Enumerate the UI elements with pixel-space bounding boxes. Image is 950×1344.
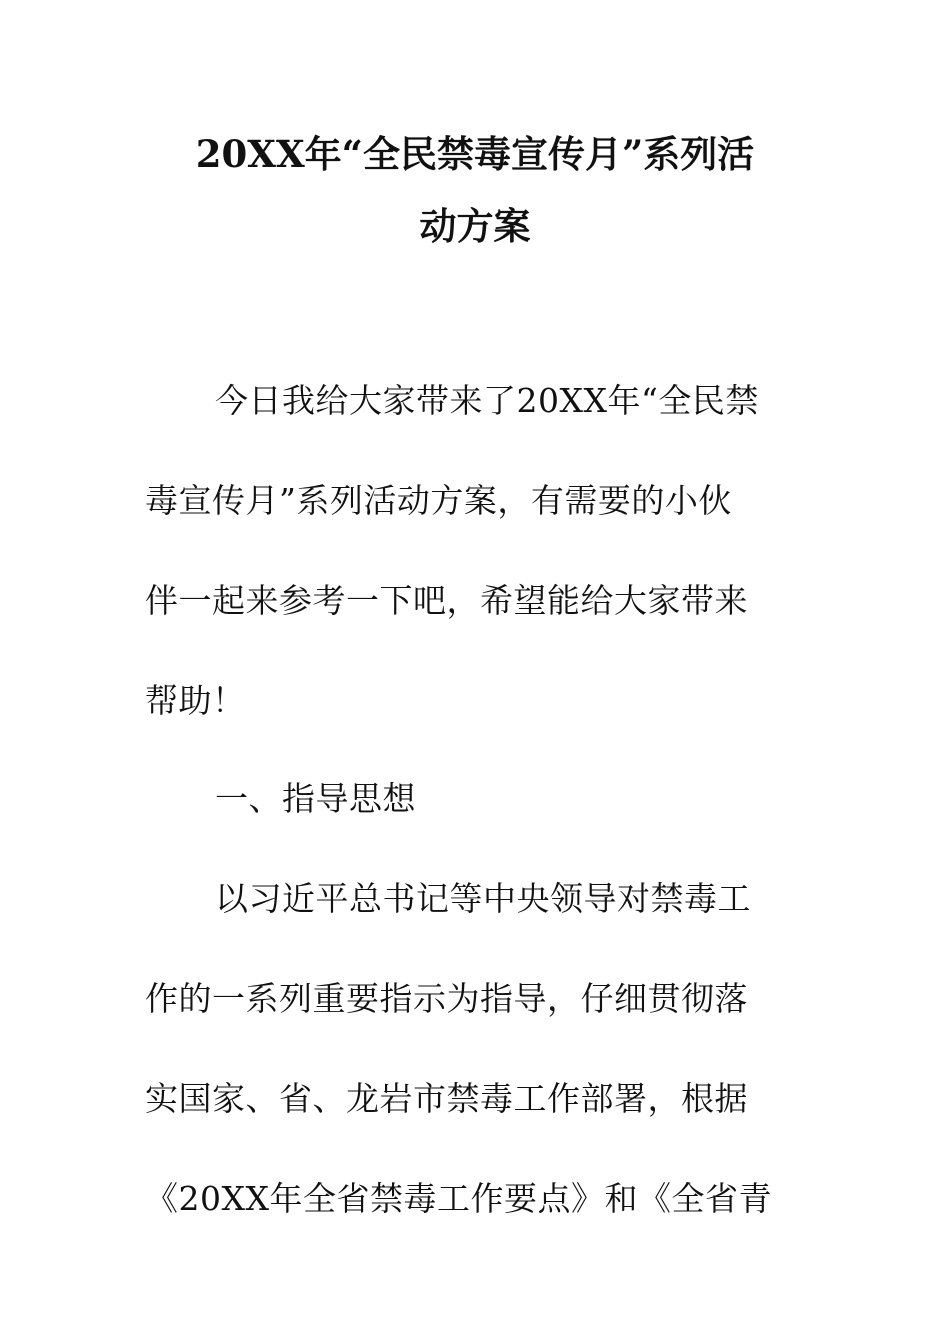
intro-paragraph-line-1: 今日我给大家带来了20XX年“全民禁 (215, 381, 759, 420)
intro-paragraph-line-3: 伴一起来参考一下吧，希望能给大家带来 (145, 581, 748, 620)
intro-paragraph-line-2: 毒宣传月”系列活动方案，有需要的小伙 (145, 481, 732, 520)
intro-paragraph-line-4: 帮助！ (145, 681, 246, 720)
section-paragraph-line-2: 作的一系列重要指示为指导，仔细贯彻落 (145, 979, 748, 1018)
section-paragraph-line-4: 《20XX年全省禁毒工作要点》和《全省青 (145, 1179, 772, 1218)
document-title-line-1: 20XX年“全民禁毒宣传月”系列活 (195, 132, 755, 176)
section-paragraph-line-3: 实国家、省、龙岩市禁毒工作部署，根据 (145, 1079, 748, 1118)
section-paragraph-line-1: 以习近平总书记等中央领导对禁毒工 (215, 879, 751, 918)
document-title-line-2: 动方案 (419, 204, 531, 248)
section-heading-guiding-ideology: 一、指导思想 (215, 779, 416, 818)
